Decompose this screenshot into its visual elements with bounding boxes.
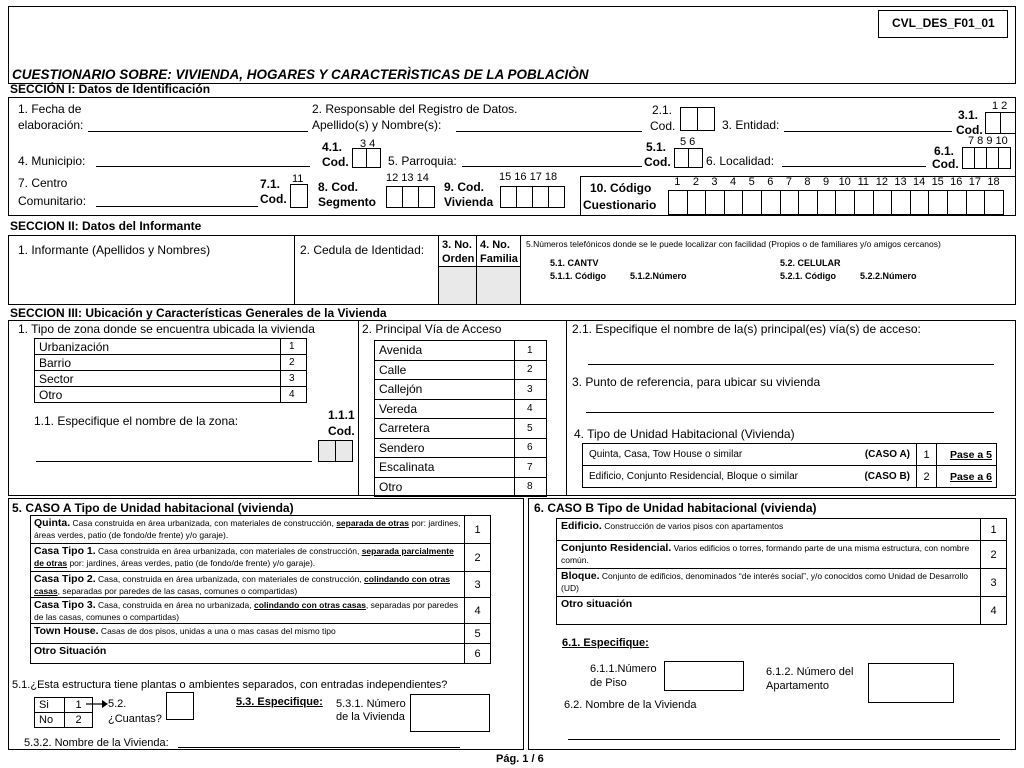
apartamento-label: 6.1.2. Número del [766,666,854,678]
cod-51-label: 5.1. [646,140,667,154]
caso-b-title: Conjunto Residencial. [561,542,672,554]
via-nombre-field[interactable] [588,364,994,365]
cuestionario-digit-cell[interactable] [780,190,800,215]
via-option-code[interactable]: 8 [515,477,547,497]
cod-21-cells[interactable] [680,107,714,131]
zona-option-label: Barrio [35,355,281,371]
via-option-code[interactable]: 6 [515,438,547,458]
cod-41-cells[interactable] [352,148,380,168]
cod-51-cells[interactable] [674,148,702,168]
vivienda-cod-cells[interactable] [500,186,564,208]
form-title: CUESTIONARIO SOBRE: VIVIENDA, HOGARES Y CARACTERÌSTICAS DE LA POBLACIÒN [12,67,589,82]
municipio-field[interactable] [96,166,310,167]
via-option-label: Otro [375,477,515,497]
nombre-vivienda-5-field[interactable] [178,747,460,748]
caso-a-emphasis: colindando con otras casas [34,574,450,596]
cuestionario-digit-cell[interactable] [873,190,893,215]
apartamento-label-2: Apartamento [766,680,829,692]
vivienda-cod-label-2: Vivienda [444,195,494,209]
unidad-option-code[interactable]: 1 [917,444,937,466]
caso-a-title: Quinta. [34,517,71,529]
unidad-caso: (CASO A) [864,449,910,460]
cuestionario-digit-cell[interactable] [835,190,855,215]
plantas-label: 5.1.¿Esta estructura tiene plantas o ambientes separados, con entradas independientes? [12,679,448,691]
numero-vivienda-label-2: de la Vivienda [336,711,405,723]
cod-61-label: 6.1. [934,144,955,158]
via-option-label: Vereda [375,399,515,419]
caso-a-desc-2: por: jardines, áreas verdes, patio (de fondo/de frente) y/o garaje). [67,557,316,568]
unidad-table [582,443,997,488]
zona-row [35,387,307,403]
cod-61-nums: 7 8 9 10 [968,135,1008,147]
caso-a-code[interactable]: 1 [465,516,491,544]
caso-b-title: Otro situación [561,598,633,610]
via-row [375,380,547,400]
caso-b-title: Edificio. [561,520,602,532]
orden-gray [439,266,476,304]
cuestionario-digit-num: 9 [823,176,830,188]
zona-table [34,338,307,403]
cod-61-label-2: Cod. [932,157,959,171]
unidad-pase-link[interactable]: Pase a 6 [937,466,997,488]
caso-a-desc-2: por: jardines, áreas verdes, patio (de fondo/de frente) y/o garaje). [34,518,461,540]
section-1-heading: SECCIÓN I: Datos de Identificación [10,82,211,96]
responsable-field[interactable] [456,131,642,132]
via-option-code[interactable]: 3 [515,380,547,400]
codigo-cuestionario-label-2: Cuestionario [583,198,657,212]
caso-a-desc: Casas de dos pisos, unidas a una o mas casas del mismo tipo [98,626,336,636]
si-label: Si [35,698,65,713]
cuestionario-digit-cell[interactable] [928,190,948,215]
fecha-label-2: elaboración: [18,118,84,132]
zona-option-label: Sector [35,371,281,387]
caso-a-title: Casa Tipo 2. [34,573,96,585]
segmento-label: 8. Cod. [318,180,359,194]
arrow-right-icon [86,699,108,709]
via-row [375,477,547,497]
centro-label-2: Comunitario: [18,194,87,208]
caso-b-code[interactable]: 4 [981,597,1007,625]
caso-a-row [31,598,491,624]
segmento-label-2: Segmento [318,195,377,209]
zona-option-code[interactable]: 4 [281,387,307,403]
zona-nombre-label: 1.1. Especifique el nombre de la zona: [34,414,239,428]
via-option-label: Callejón [375,380,515,400]
parroquia-label: 5. Parroquia: [388,154,457,168]
caso-b-heading: 6. CASO B Tipo de Unidad habitacional (vivienda) [534,501,817,515]
cuestionario-digit-cell[interactable] [761,190,781,215]
piso-field[interactable] [664,661,744,691]
caso-a-row [31,644,491,664]
zona-option-code[interactable]: 3 [281,371,307,387]
via-row [375,438,547,458]
cuestionario-digit-cell[interactable] [687,190,707,215]
via-row [375,399,547,419]
caso-a-desc-2: , separadas por paredes de las casas, comunes o compartidas) [34,600,459,622]
unidad-label: 4. Tipo de Unidad Habitacional (Vivienda) [574,427,795,441]
cuestionario-digit-num: 6 [767,176,774,188]
cuestionario-digit-cell[interactable] [724,190,744,215]
zona-nombre-field[interactable] [36,461,312,462]
section-3-heading: SECCION III: Ubicación y Características Generales de la Vivienda [10,306,387,320]
cantv-num-label: 5.1.2.Número [630,271,687,281]
caso-a-emphasis: colindando con otras casas [253,600,366,610]
cod-71-label-2: Cod. [260,192,287,206]
zona-cod-label-2: Cod. [328,424,355,438]
cuestionario-digit-num: 4 [730,176,737,188]
zona-cod-cells[interactable] [318,440,352,462]
piso-label: 6.1.1.Número [590,663,657,675]
caso-b-row [557,569,1007,597]
codigo-cuestionario-label: 10. Código [590,181,652,195]
localidad-field[interactable] [782,166,926,167]
responsable-label-2: Apellido(s) y Nombre(s): [312,118,442,132]
cuestionario-digit-num: 14 [912,176,926,188]
segmento-cells[interactable] [386,186,434,208]
caso-a-title: Casa Tipo 3. [34,599,96,611]
caso-a-code[interactable]: 6 [465,644,491,664]
unidad-option-label: Quinta, Casa, Tow House o similar [589,449,743,460]
piso-label-2: de Piso [590,677,627,689]
via-table [374,340,547,497]
cuestionario-digit-num: 5 [748,176,755,188]
fecha-field[interactable] [88,131,308,132]
via-row [375,458,547,478]
caso-a-code[interactable]: 2 [465,544,491,572]
via-row [375,341,547,361]
unidad-option-code[interactable]: 2 [917,466,937,488]
via-label: 2. Principal Vía de Acceso [362,322,502,336]
segmento-nums: 12 13 14 [386,172,429,184]
caso-a-row [31,544,491,572]
localidad-label: 6. Localidad: [706,154,775,168]
cod-71-cell[interactable] [290,184,308,208]
cuestionario-digit-num: 8 [804,176,811,188]
caso-a-desc-2: , separadas por paredes de las casas, comunes o compartidas) [57,585,298,596]
entidad-field[interactable] [784,131,952,132]
cod-31-cells[interactable] [985,112,1015,134]
caso-a-emphasis: separada de otras [336,518,409,528]
nombre-vivienda-5-label: 5.3.2. Nombre de la Vivienda: [24,737,169,749]
cuantas-label: 5.2. [108,698,127,710]
caso-a-desc: Casa, construida en área urbanizada, con materiales de construcción, [95,574,365,584]
caso-a-emphasis: separada parcialmente de otras [34,546,454,568]
cuestionario-digit-num: 16 [950,176,963,188]
unidad-row [583,444,997,466]
no-code[interactable]: 2 [65,713,93,728]
via-row [375,360,547,380]
zona-row [35,355,307,371]
cuestionario-digit-cell[interactable] [947,190,967,215]
cantv-label: 5.1. CANTV [550,258,599,268]
cuestionario-digit-num: 10 [838,176,851,188]
cuestionario-digit-cell[interactable] [817,190,837,215]
unidad-row [583,466,997,488]
caso-b-code[interactable]: 3 [981,569,1007,597]
caso-a-code[interactable]: 5 [465,624,491,644]
familia-label-2: Familia [480,253,518,265]
cuestionario-digit-cell[interactable] [798,190,818,215]
parroquia-field[interactable] [462,166,642,167]
especifique-5-label: 5.3. Especifique: [236,696,323,708]
via-option-label: Sendero [375,438,515,458]
familia-gray [477,266,520,304]
apartamento-field[interactable] [868,663,954,703]
responsable-label: 2. Responsable del Registro de Datos. [312,102,518,116]
caso-a-title: Town House. [34,625,99,637]
centro-field[interactable] [96,206,258,207]
si-code[interactable]: 1 [65,698,93,713]
cod-51-label-2: Cod. [644,155,671,169]
zona-cod-label: 1.1.1 [328,408,355,422]
cuestionario-digit-num: 13 [894,176,907,188]
zona-option-label: Urbanización [35,339,281,355]
cuestionario-digit-cell[interactable] [668,190,688,215]
cod-71-label: 7.1. [260,177,281,191]
via-option-label: Carretera [375,419,515,439]
via-option-label: Calle [375,360,515,380]
unidad-caso: (CASO B) [864,471,910,482]
caso-a-code[interactable]: 3 [465,572,491,598]
cod-71-nums: 11 [292,173,304,185]
caso-b-desc: Conjunto de edificios, denominados “de interés social”, y/o conocidos como Unidad de Desarrollo (UD) [561,571,969,593]
municipio-label: 4. Municipio: [18,154,86,168]
cod-61-cells[interactable] [962,147,1010,169]
nombre-vivienda-6-field[interactable] [568,739,1000,740]
via-option-code[interactable]: 4 [515,399,547,419]
cod-21-label-2: Cod. [650,119,676,133]
especifique-6-label: 6.1. Especifique: [562,637,649,649]
informante-label: 1. Informante (Apellidos y Nombres) [18,243,211,257]
caso-b-code[interactable]: 2 [981,541,1007,569]
nombre-vivienda-6-label: 6.2. Nombre de la Vivienda [564,699,697,711]
vivienda-cod-label: 9. Cod. [444,180,485,194]
telefonos-label: 5.Números telefónicos donde se le puede localizar con facilidad (Propios o de familiares y/o amigos cercanos) [526,239,941,249]
cuestionario-digit-cell[interactable] [705,190,725,215]
caso-a-row [31,572,491,598]
cod-21-label: 2.1. [652,103,673,117]
celular-label: 5.2. CELULAR [780,258,841,268]
cuestionario-digit-cell[interactable] [891,190,911,215]
cuestionario-digit-num: 2 [692,176,699,188]
cuestionario-digit-num: 12 [875,176,889,188]
section-2-heading: SECCION II: Datos del Informante [10,219,202,233]
via-option-label: Avenida [375,341,515,361]
celular-num-label: 5.2.2.Número [860,271,917,281]
cuantas-label-2: ¿Cuantas? [108,713,162,725]
cod-31-label-2: Cod. [956,123,983,137]
via-option-label: Escalinata [375,458,515,478]
via-option-code[interactable]: 5 [515,419,547,439]
zona-option-label: Otro [35,387,281,403]
caso-b-title: Bloque. [561,570,600,582]
via-row [375,419,547,439]
cuestionario-digit-num: 3 [711,176,718,188]
via-option-code[interactable]: 7 [515,458,547,478]
no-label: No [35,713,65,728]
zona-option-code[interactable]: 2 [281,355,307,371]
si-no-table [34,697,93,728]
cuestionario-digit-num: 11 [857,176,869,188]
cod-41-label: 4.1. [322,140,343,154]
referencia-label: 3. Punto de referencia, para ubicar su vivienda [572,375,821,389]
via-option-code[interactable]: 2 [515,360,547,380]
cuestionario-digit-num: 7 [785,176,792,188]
caso-a-title: Otro Situación [34,645,107,657]
cod-41-label-2: Cod. [322,155,349,169]
caso-b-desc: Construcción de varios pisos con apartamentos [601,521,784,531]
zona-label: 1. Tipo de zona donde se encuentra ubicada la vivienda [18,322,315,336]
caso-b-row [557,519,1007,541]
unidad-pase-link[interactable]: Pase a 5 [937,444,997,466]
zona-row [35,371,307,387]
orden-label: 3. No. [442,239,472,251]
caso-a-row [31,624,491,644]
vivienda-cod-nums: 15 16 17 18 [499,171,558,183]
caso-b-row [557,541,1007,569]
centro-label: 7. Centro [18,176,68,190]
caso-b-table [556,518,1007,625]
cuestionario-digit-cell[interactable] [966,190,986,215]
municipio-nums: 3 4 [360,138,376,150]
caso-b-code[interactable]: 1 [981,519,1007,541]
cuestionario-digit-cell[interactable] [854,190,874,215]
cuestionario-digit-num: 17 [968,176,982,188]
cuestionario-digit-num: 18 [987,176,1000,188]
numero-vivienda-label: 5.3.1. Número [336,698,406,710]
zona-row [35,339,307,355]
cuestionario-digit-cell[interactable] [984,190,1004,215]
localidad-nums: 5 6 [680,136,696,148]
caso-a-row [31,516,491,544]
caso-a-desc: Casa, construida en área no urbanizada, [95,600,254,610]
caso-b-row [557,597,1007,625]
caso-a-heading: 5. CASO A Tipo de Unidad habitacional (vivienda) [12,501,294,515]
celular-cod-label: 5.2.1. Código [780,271,837,281]
via-option-code[interactable]: 1 [515,341,547,361]
cod-31-label: 3.1. [958,108,979,122]
cedula-label: 2. Cedula de Identidad: [300,243,425,257]
cantv-cod-label: 5.1.1. Código [550,271,607,281]
familia-label: 4. No. [480,239,510,251]
cuestionario-digit-cell[interactable] [910,190,930,215]
caso-a-desc: Casa construida en área urbanizada, con materiales de construcción, [70,518,337,528]
via-nombre-label: 2.1. Especifique el nombre de la(s) principal(es) vía(s) de acceso: [572,322,921,336]
cuestionario-digit-num: 15 [931,176,944,188]
referencia-field[interactable] [586,412,994,413]
cuestionario-digit-cell[interactable] [742,190,762,215]
page-number: Pág. 1 / 6 [496,753,544,765]
form-code: CVL_DES_F01_01 [892,16,995,30]
fecha-label: 1. Fecha de [18,102,82,116]
entidad-nums: 1 2 [992,100,1008,112]
cuestionario-digit-num: 1 [674,176,681,188]
caso-a-title: Casa Tipo 1. [34,545,96,557]
zona-option-code[interactable]: 1 [281,339,307,355]
unidad-option-label: Edificio, Conjunto Residencial, Bloque o similar [589,471,798,482]
caso-a-desc: Casa construida en área urbanizada, con materiales de construcción, [95,546,362,556]
entidad-label: 3. Entidad: [722,118,780,132]
caso-a-code[interactable]: 4 [465,598,491,624]
numero-vivienda-field[interactable] [410,694,490,732]
orden-label-2: Orden [442,253,475,265]
caso-a-table [30,515,491,664]
cuantas-field[interactable] [166,692,194,720]
caso-b-desc: Varios edificios o torres, formando parte de una misma estructura, con nombre común. [561,543,970,565]
